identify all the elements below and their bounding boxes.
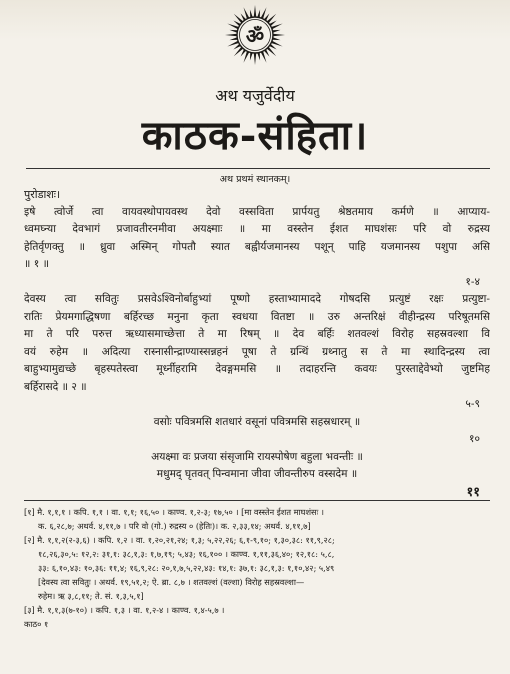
verse-line: इषे त्वोर्जे त्वा वायवस्थोपायवस्थ देवो वस्सविता प्रार्पयतु श्रेष्ठतमाय कर्मणे ॥ आप्याय-: [24, 205, 490, 218]
verse-number: १-४: [465, 275, 480, 288]
subheading: पुरोडाशः।: [24, 188, 61, 201]
footnote-line: [३] मै. १,१,३(७-१०) । कपि. १,३ । वा. १,२-४ । काण्व. १,४-५,७ ।: [24, 605, 225, 615]
om-sunburst-icon: [223, 3, 287, 67]
verse-number: ११: [466, 484, 480, 500]
sun-ray: [250, 9, 253, 17]
title-divider: [26, 168, 490, 169]
verse-line: हेतिर्वृणक्तु ॥ ध्रुवा अस्मिन् गोपतौ स्यात बह्वीर्यजमानस्य पशून् पाहि यजमानस्य पशुपा असि: [24, 240, 490, 253]
verse-number: १०: [468, 433, 480, 445]
page-signature: काठ० १: [24, 619, 49, 629]
page-title: काठक-संहिता।: [141, 112, 369, 159]
sun-ray: [261, 51, 267, 63]
sun-ray: [271, 41, 283, 47]
footnotes: [24, 505, 490, 631]
footnote-line: क. ६,२८,७; अथर्व. ४,११,७ । परि वो (गो.) रुद्रस्य ० (हेतिः)। क. २,३३,१४; अथर्व. ४,११,७]: [38, 521, 311, 531]
footnote-line: १८,२६,३०,५: १२,२: ३१,१: ३८,१,३: १,७,१९; ५,४३; १६,१०० । काण्व. १,११,३६,४०; १२,१८: ५,८,: [38, 549, 335, 559]
om-ornament: [223, 3, 287, 67]
section-heading: अथ प्रथमं स्थानकम्।: [219, 174, 291, 185]
footnote-line: रुहेम। ऋ ३,८,११; ते. सं. १,३,५,१]: [38, 591, 144, 601]
verse-line: मधुमद् घृतवत् पिन्वमाना जीवा जीवन्तीरुप वस्सदेम ॥: [156, 468, 358, 480]
pre-title: अथ यजुर्वेदीय: [215, 86, 295, 105]
verse-line: ॥ १ ॥: [24, 258, 49, 270]
sun-ray: [229, 37, 237, 40]
sun-ray: [254, 53, 257, 65]
verse-line: देवस्य त्वा सवितुः प्रसवेऽश्विनोर्बाहुभ्यां पूष्णो हस्ताभ्यामाददे गोषदसि प्रत्युष्टं रक्षः प्रत्युष्टा-: [24, 293, 490, 305]
sun-ray: [261, 7, 267, 19]
verse-line: बाहुभ्यामुद्यच्छे बृहस्पतेस्त्वा मूर्ध्नीहरामि देवङ्गममसि ॥ तदाहरन्ति कवयः पुरस्ताद्देवेभ्यो जुष्टमिह: [24, 363, 490, 375]
verse-block: [24, 186, 490, 501]
verse-line: वसोः पवित्रमसि शतधारं वसूनां पवित्रमसि सहस्रधारम् ॥: [153, 415, 361, 428]
sun-ray: [244, 51, 250, 63]
verse-line: मा ते परि परुत्त ऋध्यासमाच्छेत्ता ते मा रिषम् ॥ देव बर्हिः शतवल्शं विरोह सहस्रवल्शा वि: [24, 328, 490, 340]
sun-ray: [257, 9, 260, 17]
sun-ray: [272, 37, 280, 40]
sun-ray: [229, 30, 237, 33]
verse-line: रातिः प्रेयमगाद्धिषणा बर्हिरच्छ मनुना कृता स्वधया वितष्टा ॥ उरु अन्तरिक्षं वीहीन्द्रस्य परिषूतमसि: [24, 310, 490, 323]
footnote-divider: [24, 500, 490, 501]
verse-line: अयक्ष्मा वः प्रजया संसृजामि रायस्पोषेण बहुला भवन्तीः ॥: [151, 450, 363, 463]
om-symbol: ॐ: [245, 24, 265, 48]
sun-ray: [250, 52, 253, 60]
footnote-line: [२] मै. १,१,२(२-३,६) । कपि. १,२ । वा. १,२०,२१,२४; १,३; ५,२२,२६; ६,१-९,१०; १,३०,३८: ११,९,२८;: [24, 535, 335, 545]
sun-ray: [272, 30, 280, 33]
verse-line: वयं रुहेम ॥ अदित्या रास्नासीन्द्राण्यास्सन्नहनं पूषा ते ग्रन्थिं ग्रथ्नातु स ते मा स्थादिन्द्रस्य त्वा: [24, 345, 490, 358]
verse-line: बर्हिरासदे ॥ २ ॥: [24, 380, 87, 393]
footnote-line: ३३: ६,१०,४३: १०,३६: ११,४; १६,९,२८: २०,१,७,५,२२,४३: १४,१: ३७,१: ३८,१,३: १,१०,४२; ५,४९: [38, 563, 335, 573]
sun-ray: [227, 24, 239, 30]
sun-ray: [257, 52, 260, 60]
footnote-line: [देवस्य त्वा सवितुः । अथर्व. १९,५१,२; ऐ. ब्रा. ८,७ । शतवल्शं (वल्शा) विरोह सहस्रवल्शा—: [38, 577, 305, 587]
sun-ray: [225, 34, 237, 37]
sun-ray: [227, 41, 239, 47]
sun-ray: [254, 5, 257, 17]
footnote-line: [१] मै. १,१,१ । कपि. १,१ । वा. १,१; १६,५० । काण्व. १,२-३; १७,५० । [मा वस्स्तेन ईशत माघशंसः ।: [24, 507, 324, 517]
verse-line: ध्वमघ्न्या देवभागं प्रजावतीरनमीवा अयक्ष्माः ॥ मा वस्स्तेन ईशत माघशंसः परि वो रुद्रस्य: [24, 223, 490, 235]
verse-number: ५-९: [465, 398, 480, 410]
sun-ray: [273, 34, 285, 37]
sun-ray: [271, 24, 283, 30]
sun-ray: [244, 7, 250, 19]
